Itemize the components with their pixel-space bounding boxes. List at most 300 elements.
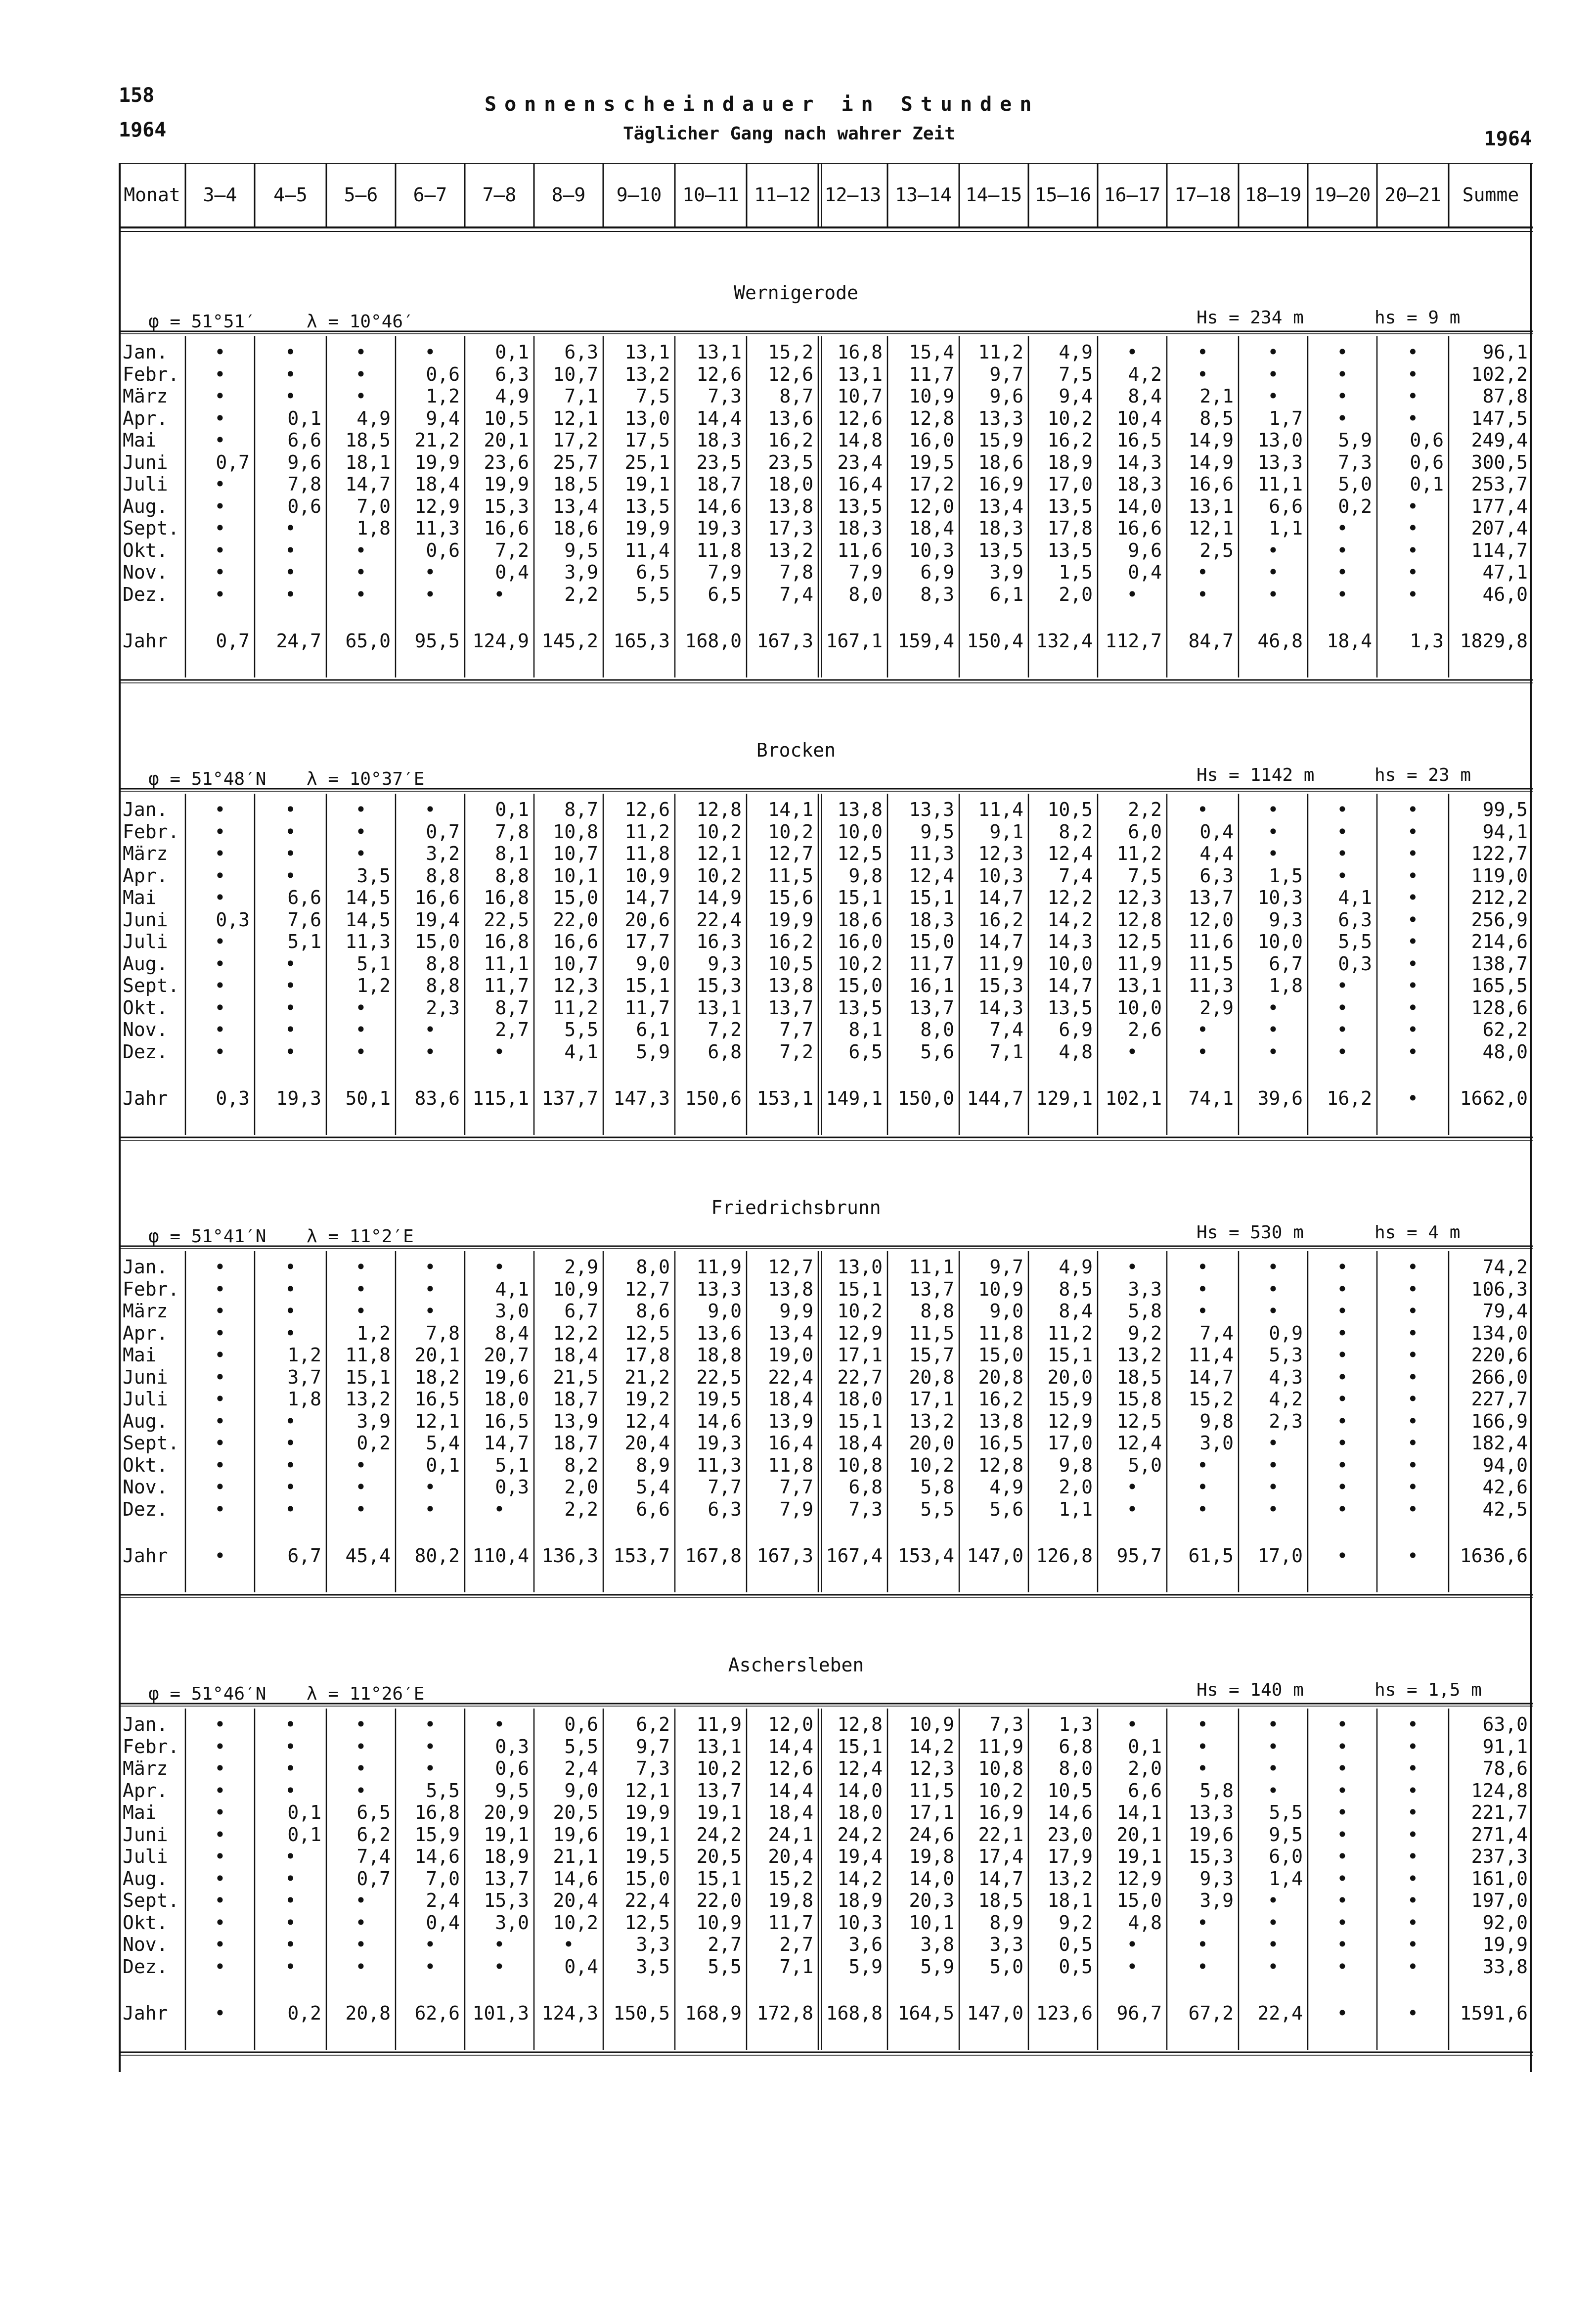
data-cell: 10,9 <box>696 1911 742 1934</box>
data-cell: • <box>1407 1802 1419 1823</box>
data-cell: 18,1 <box>345 451 391 473</box>
month-label: Dez. <box>123 1040 168 1063</box>
year-total-cell: 165,3 <box>613 630 670 652</box>
data-cell: 15,0 <box>1116 1890 1162 1911</box>
data-cell: • <box>1126 1934 1138 1955</box>
data-cell: 13,8 <box>768 495 813 517</box>
data-cell: 12,1 <box>553 407 598 429</box>
data-cell: • <box>285 539 296 561</box>
year-total-cell: 159,4 <box>897 630 954 652</box>
data-cell: 7,8 <box>426 1322 460 1344</box>
data-cell: 15,9 <box>414 1823 460 1846</box>
data-cell: 0,6 <box>1410 451 1444 473</box>
data-cell: 19,9 <box>484 473 529 495</box>
data-cell: 19,1 <box>696 1802 742 1823</box>
data-cell: • <box>1126 1498 1138 1520</box>
data-cell: 24,2 <box>837 1823 883 1846</box>
data-cell: 5,5 <box>426 1779 460 1802</box>
data-cell: 14,5 <box>345 887 391 908</box>
data-cell: • <box>424 561 436 583</box>
data-cell: 11,7 <box>624 996 670 1019</box>
data-cell: 4,2 <box>1269 1388 1303 1410</box>
month-label: Okt. <box>123 539 168 561</box>
data-cell: 5,6 <box>989 1498 1023 1520</box>
data-cell: 1,8 <box>356 517 391 539</box>
data-cell: 9,0 <box>636 952 670 975</box>
data-cell: • <box>1407 341 1419 363</box>
data-cell: 12,7 <box>624 1278 670 1300</box>
data-cell: 6,3 <box>495 363 529 385</box>
data-cell: 20,0 <box>1047 1366 1093 1388</box>
data-cell: 18,2 <box>414 1366 460 1388</box>
data-cell: 166,9 <box>1471 1410 1528 1432</box>
data-cell: 5,0 <box>1338 473 1372 495</box>
data-cell: • <box>1267 539 1279 561</box>
data-cell: • <box>355 1498 367 1520</box>
data-cell: 4,9 <box>1059 1256 1093 1278</box>
data-cell: 11,8 <box>696 539 742 561</box>
data-cell: 5,5 <box>920 1498 954 1520</box>
data-cell: 119,0 <box>1471 864 1528 887</box>
data-cell: • <box>355 583 367 605</box>
data-cell: • <box>285 1410 296 1432</box>
data-cell: 12,1 <box>414 1410 460 1432</box>
data-cell: 13,2 <box>1116 1344 1162 1366</box>
data-cell: 14,0 <box>1116 495 1162 517</box>
data-cell: • <box>424 1040 436 1063</box>
data-cell: 20,5 <box>553 1802 598 1823</box>
column-header: 13–14 <box>895 184 952 206</box>
data-cell: 3,9 <box>356 1410 391 1432</box>
data-cell: 18,1 <box>1047 1890 1093 1911</box>
data-cell: 207,4 <box>1471 517 1528 539</box>
data-cell: 4,4 <box>1199 843 1234 864</box>
data-cell: 18,5 <box>553 473 598 495</box>
data-cell: 22,7 <box>837 1366 883 1388</box>
data-cell: 13,1 <box>837 363 883 385</box>
data-cell: 12,4 <box>1047 843 1093 864</box>
data-cell: 11,9 <box>696 1256 742 1278</box>
data-cell: 13,7 <box>1188 887 1234 908</box>
data-cell: • <box>1407 1757 1419 1779</box>
data-cell: • <box>214 996 226 1019</box>
data-cell: 10,4 <box>1116 407 1162 429</box>
data-cell: • <box>424 1278 436 1300</box>
data-cell: 12,0 <box>909 495 954 517</box>
data-cell: 5,8 <box>920 1476 954 1498</box>
data-cell: 5,0 <box>989 1955 1023 1978</box>
data-cell: • <box>1407 931 1419 952</box>
year-total-cell: • <box>1407 1545 1419 1567</box>
data-cell: • <box>1336 1322 1348 1344</box>
data-cell: 5,4 <box>426 1432 460 1454</box>
data-cell: 91,1 <box>1482 1735 1528 1757</box>
data-cell: 19,6 <box>1188 1823 1234 1846</box>
data-cell: • <box>1336 517 1348 539</box>
data-cell: 10,3 <box>837 1911 883 1934</box>
data-cell: 9,6 <box>287 451 321 473</box>
data-cell: 22,0 <box>553 908 598 931</box>
month-label: Apr. <box>123 1322 168 1344</box>
data-cell: 16,8 <box>414 1802 460 1823</box>
column-header: 19–20 <box>1314 184 1371 206</box>
data-cell: • <box>214 1713 226 1735</box>
data-cell: 18,0 <box>837 1388 883 1410</box>
data-cell: • <box>1197 1713 1208 1735</box>
data-cell: 5,6 <box>920 1040 954 1063</box>
year-label: Jahr <box>123 2002 168 2024</box>
data-cell: 24,2 <box>696 1823 742 1846</box>
data-cell: 11,7 <box>484 975 529 996</box>
data-cell: 9,1 <box>989 820 1023 843</box>
data-cell: • <box>1336 1278 1348 1300</box>
data-cell: 8,5 <box>1199 407 1234 429</box>
year-total-cell: 39,6 <box>1257 1087 1303 1109</box>
station-sensor-height: hs = 4 m <box>1374 1222 1461 1243</box>
data-cell: 13,1 <box>696 341 742 363</box>
year-total-cell: 62,6 <box>414 2002 460 2024</box>
data-cell: 6,5 <box>708 583 742 605</box>
data-cell: 253,7 <box>1471 473 1528 495</box>
data-cell: 20,0 <box>909 1432 954 1454</box>
data-cell: • <box>1407 975 1419 996</box>
data-cell: 1,5 <box>1269 864 1303 887</box>
data-cell: 2,4 <box>426 1890 460 1911</box>
data-cell: • <box>285 1019 296 1040</box>
data-cell: • <box>1197 1735 1208 1757</box>
data-cell: • <box>1336 1802 1348 1823</box>
data-cell: 10,5 <box>1047 799 1093 820</box>
data-cell: 10,2 <box>768 820 813 843</box>
data-cell: • <box>1126 1713 1138 1735</box>
column-header: 8–9 <box>551 184 586 206</box>
station-latitude: φ = 51°46′N <box>148 1684 266 1704</box>
data-cell: 12,5 <box>1116 931 1162 952</box>
data-cell: 15,1 <box>345 1366 391 1388</box>
data-cell: 15,1 <box>696 1867 742 1890</box>
data-cell: 5,1 <box>356 952 391 975</box>
month-label: Jan. <box>123 1256 168 1278</box>
data-cell: • <box>285 1713 296 1735</box>
year-total-cell: 45,4 <box>345 1545 391 1567</box>
data-cell: • <box>1126 1955 1138 1978</box>
data-cell: 13,2 <box>1047 1867 1093 1890</box>
data-cell: • <box>1336 1890 1348 1911</box>
data-cell: 4,9 <box>1059 341 1093 363</box>
data-cell: 14,1 <box>768 799 813 820</box>
data-cell: 6,8 <box>1059 1735 1093 1757</box>
data-cell: 10,7 <box>837 385 883 407</box>
data-cell: • <box>1267 1476 1279 1498</box>
data-cell: 12,7 <box>768 843 813 864</box>
data-cell: 7,3 <box>708 385 742 407</box>
data-cell: 10,2 <box>696 1757 742 1779</box>
data-cell: 13,3 <box>978 407 1023 429</box>
data-cell: • <box>214 1498 226 1520</box>
data-cell: 7,4 <box>356 1846 391 1867</box>
data-cell: • <box>1336 1388 1348 1410</box>
data-cell: 11,2 <box>978 341 1023 363</box>
data-cell: • <box>1197 1040 1208 1063</box>
data-cell: 13,5 <box>1047 495 1093 517</box>
year-total-cell: 150,4 <box>967 630 1023 652</box>
data-cell: 138,7 <box>1471 952 1528 975</box>
data-cell: 19,9 <box>624 517 670 539</box>
data-cell: • <box>1407 1278 1419 1300</box>
year-label: Jahr <box>123 1087 168 1109</box>
month-label: März <box>123 385 168 407</box>
data-cell: • <box>1197 341 1208 363</box>
column-header: 6–7 <box>413 184 447 206</box>
data-cell: 13,4 <box>553 495 598 517</box>
data-cell: 11,9 <box>978 952 1023 975</box>
data-cell: 25,7 <box>553 451 598 473</box>
data-cell: 2,3 <box>1269 1410 1303 1432</box>
table-rules <box>119 163 1533 2072</box>
data-cell: • <box>1407 1779 1419 1802</box>
data-cell: 11,8 <box>345 1344 391 1366</box>
data-cell: 15,9 <box>978 429 1023 451</box>
data-cell: 12,9 <box>414 495 460 517</box>
data-cell: 14,5 <box>345 908 391 931</box>
data-cell: 2,5 <box>1199 539 1234 561</box>
data-cell: 17,7 <box>624 931 670 952</box>
data-cell: 3,5 <box>636 1955 670 1978</box>
data-cell: 0,3 <box>1338 952 1372 975</box>
year-total-cell: • <box>214 1545 226 1567</box>
data-cell: 15,0 <box>624 1867 670 1890</box>
data-cell: 14,4 <box>768 1779 813 1802</box>
data-cell: 18,3 <box>978 517 1023 539</box>
data-cell: 18,9 <box>484 1846 529 1867</box>
data-cell: 16,2 <box>768 931 813 952</box>
data-cell: • <box>424 799 436 820</box>
data-cell: 23,4 <box>837 451 883 473</box>
data-cell: • <box>355 1735 367 1757</box>
data-cell: 3,3 <box>636 1934 670 1955</box>
data-cell: 16,6 <box>1116 517 1162 539</box>
data-cell: 10,9 <box>909 385 954 407</box>
data-cell: 1,5 <box>1059 561 1093 583</box>
data-cell: • <box>355 843 367 864</box>
data-cell: 5,3 <box>1269 1344 1303 1366</box>
data-cell: 6,5 <box>848 1040 883 1063</box>
data-cell: • <box>1336 1019 1348 1040</box>
data-cell: • <box>1267 996 1279 1019</box>
sunshine-table <box>119 163 1533 2072</box>
data-cell: 8,1 <box>848 1019 883 1040</box>
data-cell: 0,5 <box>1059 1955 1093 1978</box>
data-cell: • <box>355 1757 367 1779</box>
data-cell: 18,4 <box>909 517 954 539</box>
data-cell: • <box>1267 1955 1279 1978</box>
data-cell: 8,0 <box>1059 1757 1093 1779</box>
data-cell: 5,9 <box>636 1040 670 1063</box>
data-cell: 15,7 <box>909 1344 954 1366</box>
data-cell: 16,2 <box>978 908 1023 931</box>
data-cell: 3,8 <box>920 1934 954 1955</box>
data-cell: 7,4 <box>989 1019 1023 1040</box>
data-cell: • <box>214 1846 226 1867</box>
data-cell: 12,1 <box>624 1779 670 1802</box>
data-cell: 10,1 <box>909 1911 954 1934</box>
data-cell: 13,7 <box>484 1867 529 1890</box>
data-cell: 11,1 <box>1257 473 1303 495</box>
data-cell: 13,1 <box>624 341 670 363</box>
data-cell: • <box>355 1300 367 1322</box>
data-cell: 214,6 <box>1471 931 1528 952</box>
data-cell: • <box>214 1432 226 1454</box>
year-total-cell: 150,5 <box>613 2002 670 2024</box>
data-cell: 5,1 <box>495 1454 529 1476</box>
month-label: Juni <box>123 1366 168 1388</box>
data-cell: 9,7 <box>989 1256 1023 1278</box>
data-cell: • <box>214 1322 226 1344</box>
data-cell: 266,0 <box>1471 1366 1528 1388</box>
data-cell: 2,7 <box>779 1934 813 1955</box>
data-cell: 7,7 <box>708 1476 742 1498</box>
data-cell: 7,9 <box>779 1498 813 1520</box>
month-label: Febr. <box>123 820 179 843</box>
month-label: Nov. <box>123 1934 168 1955</box>
month-label: Dez. <box>123 1498 168 1520</box>
data-cell: 197,0 <box>1471 1890 1528 1911</box>
data-cell: • <box>214 931 226 952</box>
data-cell: 11,1 <box>909 1256 954 1278</box>
data-cell: 62,2 <box>1482 1019 1528 1040</box>
year-total-cell: 95,5 <box>414 630 460 652</box>
month-label: Aug. <box>123 952 168 975</box>
data-cell: • <box>1267 1019 1279 1040</box>
year-left: 1964 <box>119 119 167 141</box>
data-cell: 16,6 <box>1188 473 1234 495</box>
data-cell: 21,5 <box>553 1366 598 1388</box>
station-altitude: Hs = 1142 m <box>1197 765 1315 785</box>
data-cell: • <box>1407 996 1419 1019</box>
data-cell: • <box>1336 1344 1348 1366</box>
data-cell: 6,2 <box>636 1713 670 1735</box>
data-cell: 14,9 <box>1188 429 1234 451</box>
year-right: 1964 <box>1484 128 1532 150</box>
data-cell: 11,9 <box>696 1713 742 1735</box>
data-cell: 0,4 <box>426 1911 460 1934</box>
data-cell: • <box>1336 1823 1348 1846</box>
data-cell: 14,3 <box>1116 451 1162 473</box>
data-cell: 18,0 <box>484 1388 529 1410</box>
data-cell: • <box>1407 820 1419 843</box>
data-cell: • <box>1336 1476 1348 1498</box>
data-cell: • <box>214 1019 226 1040</box>
data-cell: 134,0 <box>1471 1322 1528 1344</box>
data-cell: 11,3 <box>1188 975 1234 996</box>
data-cell: 15,0 <box>909 931 954 952</box>
data-cell: • <box>424 1019 436 1040</box>
data-cell: 20,3 <box>909 1890 954 1911</box>
data-cell: 182,4 <box>1471 1432 1528 1454</box>
data-cell: • <box>1407 1846 1419 1867</box>
year-total-cell: 95,7 <box>1116 1545 1162 1567</box>
data-cell: • <box>1336 1300 1348 1322</box>
year-label: Jahr <box>123 1545 168 1567</box>
data-cell: 8,3 <box>920 583 954 605</box>
data-cell: • <box>214 1934 226 1955</box>
data-cell: • <box>1336 1846 1348 1867</box>
data-cell: 1,4 <box>1269 1867 1303 1890</box>
data-cell: 19,1 <box>484 1823 529 1846</box>
data-cell: 1,2 <box>287 1344 321 1366</box>
data-cell: 15,1 <box>1047 1344 1093 1366</box>
year-total-cell: • <box>1336 1545 1348 1567</box>
data-cell: • <box>1197 583 1208 605</box>
data-cell: 16,9 <box>978 1802 1023 1823</box>
data-cell: • <box>214 1802 226 1823</box>
data-cell: 18,6 <box>978 451 1023 473</box>
station-name: Friedrichsbrunn <box>711 1197 881 1218</box>
data-cell: 2,0 <box>1059 583 1093 605</box>
data-cell: 11,9 <box>978 1735 1023 1757</box>
data-cell: 12,5 <box>837 843 883 864</box>
station-longitude: λ = 11°2′E <box>307 1226 414 1247</box>
data-cell: 48,0 <box>1482 1040 1528 1063</box>
data-cell: • <box>493 1713 505 1735</box>
data-cell: 11,2 <box>1116 843 1162 864</box>
data-cell: 4,1 <box>1338 887 1372 908</box>
data-cell: 12,3 <box>909 1757 954 1779</box>
data-cell: • <box>285 1476 296 1498</box>
data-cell: 16,2 <box>1047 429 1093 451</box>
data-cell: 9,5 <box>564 539 598 561</box>
data-cell: • <box>1407 1911 1419 1934</box>
data-cell: 15,6 <box>768 887 813 908</box>
data-cell: 6,1 <box>989 583 1023 605</box>
data-cell: 13,6 <box>696 1322 742 1344</box>
data-cell: 9,0 <box>708 1300 742 1322</box>
data-cell: 12,8 <box>909 407 954 429</box>
data-cell: 4,8 <box>1128 1911 1162 1934</box>
data-cell: 16,8 <box>837 341 883 363</box>
year-total-cell: 126,8 <box>1036 1545 1093 1567</box>
data-cell: 13,5 <box>1047 996 1093 1019</box>
data-cell: 8,0 <box>848 583 883 605</box>
data-cell: 19,1 <box>624 1823 670 1846</box>
data-cell: • <box>424 1757 436 1779</box>
data-cell: 2,9 <box>1199 996 1234 1019</box>
data-cell: 16,8 <box>484 887 529 908</box>
data-cell: 212,2 <box>1471 887 1528 908</box>
year-total-cell: 1662,0 <box>1460 1087 1528 1109</box>
data-cell: 6,9 <box>1059 1019 1093 1040</box>
data-cell: 42,6 <box>1482 1476 1528 1498</box>
data-cell: • <box>1197 1300 1208 1322</box>
data-cell: • <box>1407 1890 1419 1911</box>
data-cell: • <box>1267 385 1279 407</box>
data-cell: 6,3 <box>1338 908 1372 931</box>
data-cell: 8,5 <box>1059 1278 1093 1300</box>
data-cell: 14,6 <box>696 495 742 517</box>
data-cell: • <box>214 517 226 539</box>
year-total-cell: 0,3 <box>216 1087 250 1109</box>
month-label: Mai <box>123 1802 157 1823</box>
data-cell: • <box>563 1934 575 1955</box>
data-cell: • <box>1267 341 1279 363</box>
data-cell: • <box>493 1040 505 1063</box>
data-cell: 14,9 <box>1188 451 1234 473</box>
data-cell: 1,1 <box>1269 517 1303 539</box>
data-cell: 1,2 <box>356 1322 391 1344</box>
data-cell: 13,0 <box>837 1256 883 1278</box>
station-latitude: φ = 51°51′ <box>148 312 256 332</box>
data-cell: 17,8 <box>1047 517 1093 539</box>
